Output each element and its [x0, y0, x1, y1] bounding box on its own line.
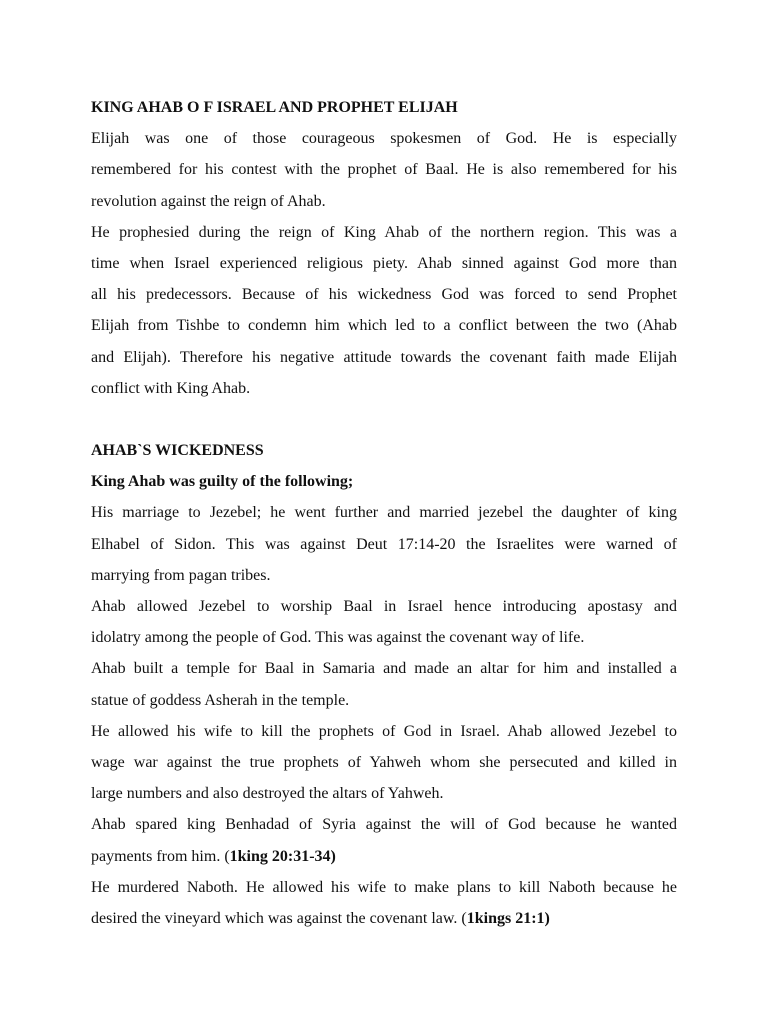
- paragraph-line: time when Israel experienced religious piety. Ahab sinned against God more than: [91, 254, 677, 272]
- bible-reference: 1kings 21:1): [466, 909, 550, 927]
- paragraph-line: Elhabel of Sidon. This was against Deut 17:14-20 the Israelites were warned of: [91, 535, 677, 553]
- paragraph-line: Elijah was one of those courageous spokesmen of God. He is especially: [91, 130, 677, 148]
- paragraph-line: Ahab built a temple for Baal in Samaria and made an altar for him and installed a: [91, 660, 677, 678]
- paragraph-line: idolatry among the people of God. This was against the covenant way of life.: [91, 629, 585, 647]
- paragraph-line: remembered for his contest with the prophet of Baal. He is also remembered for his: [91, 161, 677, 179]
- section-subheading: King Ahab was guilty of the following;: [91, 473, 354, 491]
- paragraph-line: Ahab spared king Benhadad of Syria against the will of God because he wanted: [91, 816, 677, 834]
- paragraph-text: payments from him. (: [91, 847, 230, 865]
- document-page: [91, 92, 677, 934]
- blank-line: [91, 404, 677, 435]
- paragraph-line: marrying from pagan tribes.: [91, 566, 271, 584]
- paragraph-line: wage war against the true prophets of Yahweh whom she persecuted and killed in: [91, 753, 677, 771]
- paragraph-line: Ahab allowed Jezebel to worship Baal in Israel hence introducing apostasy and: [91, 598, 677, 615]
- paragraph-line: statue of goddess Asherah in the temple.: [91, 691, 350, 709]
- paragraph-line: Elijah from Tishbe to condemn him which led to a conflict between the two (Ahab: [91, 317, 677, 335]
- bible-reference: 1king 20:31-34): [229, 847, 336, 865]
- section-heading-wickedness: AHAB`S WICKEDNESS: [91, 442, 264, 460]
- paragraph-line: He prophesied during the reign of King Ahab of the northern region. This was a: [91, 223, 677, 241]
- section-heading-ahab-elijah: KING AHAB O F ISRAEL AND PROPHET ELIJAH: [91, 99, 458, 116]
- paragraph-line: He allowed his wife to kill the prophets of God in Israel. Ahab allowed Jezebel to: [91, 722, 677, 740]
- paragraph-line: [91, 903, 677, 934]
- paragraph-line: revolution against the reign of Ahab.: [91, 192, 326, 210]
- paragraph-line: and Elijah). Therefore his negative attitude towards the covenant faith made Elijah: [91, 348, 677, 366]
- paragraph-line: His marriage to Jezebel; he went further and married jezebel the daughter of king: [91, 504, 677, 522]
- paragraph-line: large numbers and also destroyed the altars of Yahweh.: [91, 785, 444, 803]
- paragraph-line: conflict with King Ahab.: [91, 379, 251, 397]
- paragraph-text: desired the vineyard which was against the covenant law. (: [91, 909, 467, 927]
- paragraph-line: all his predecessors. Because of his wickedness God was forced to send Prophet: [91, 286, 677, 304]
- paragraph-line: He murdered Naboth. He allowed his wife to make plans to kill Naboth because he: [91, 878, 677, 896]
- paragraph-line: [91, 841, 677, 872]
